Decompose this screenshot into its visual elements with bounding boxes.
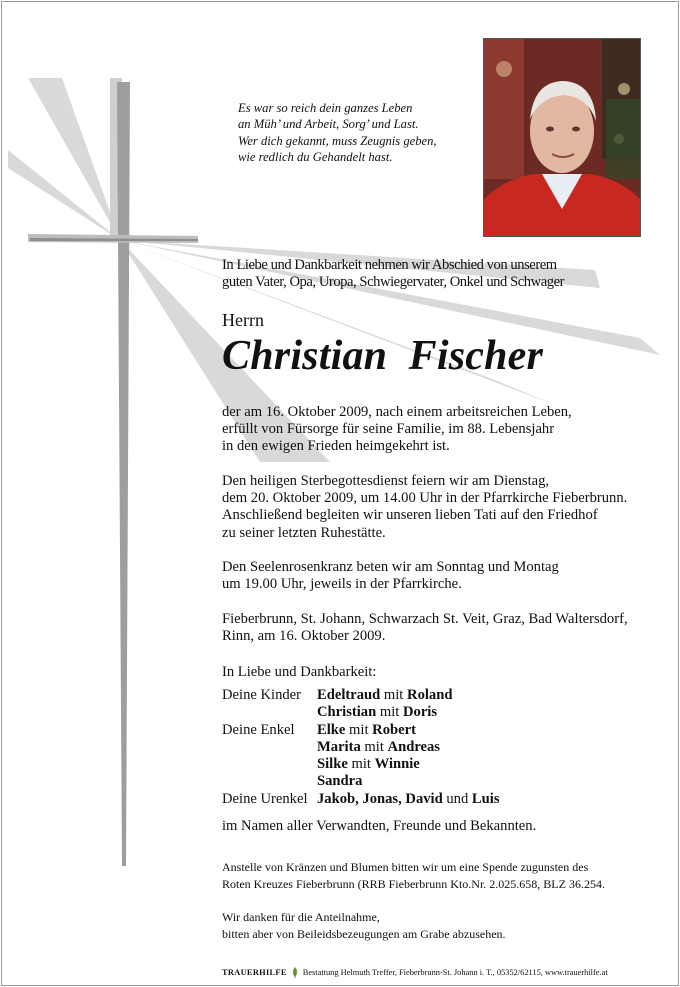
- footer: [222, 967, 608, 978]
- leaf-icon: [291, 967, 299, 978]
- grandchildren-label: Deine Enkel: [222, 721, 295, 738]
- thanks-notice: [222, 909, 506, 942]
- survivor-names: [317, 704, 437, 721]
- connector-word: mit: [364, 738, 384, 755]
- survivor-name: Doris: [402, 704, 438, 721]
- death-notice-line: der am 16. Oktober 2009, nach einem arbeitsreichen Leben,: [222, 404, 572, 420]
- survivor-row: [222, 704, 500, 721]
- survivor-name: Andreas: [387, 738, 440, 755]
- survivor-names: [317, 687, 452, 704]
- portrait-photo: [483, 38, 641, 237]
- survivor-name: Luis: [471, 790, 500, 807]
- survivor-name: Edeltraud: [317, 687, 381, 703]
- donation-line: Roten Kreuzes Fieberbrunn (RRB Fieberbrunn Kto.Nr. 2.025.658, BLZ 36.254.: [222, 876, 605, 891]
- funeral-service-line: dem 20. Oktober 2009, um 14.00 Uhr in der Pfarrkirche Fieberbrunn.: [222, 490, 628, 507]
- connector-word: mit: [383, 687, 404, 703]
- funeral-service: [222, 473, 627, 542]
- survivor-name: Elke: [317, 721, 346, 738]
- death-notice-line: in den ewigen Frieden heimgekehrt ist.: [222, 438, 450, 455]
- place-date: [222, 611, 628, 645]
- donation-notice: [222, 859, 605, 892]
- survivor-names: [317, 722, 416, 739]
- rosary-line: Den Seelenrosenkranz beten wir am Sonntag und Montag: [222, 559, 559, 575]
- rosary-line: um 19.00 Uhr, jeweils in der Pfarrkirche.: [222, 576, 462, 593]
- survivors-list: [222, 687, 500, 808]
- connector-word: mit: [379, 704, 400, 721]
- thanks-line: Wir danken für die Anteilnahme,: [222, 910, 380, 924]
- gratitude-intro: [222, 664, 376, 681]
- poem-line: an Müh’ und Arbeit, Sorg’ und Last.: [238, 117, 419, 132]
- survivor-name: Christian: [317, 704, 377, 721]
- funeral-service-line: zu seiner letzten Ruhestätte.: [222, 524, 386, 541]
- survivor-name: Sandra: [317, 773, 363, 790]
- survivor-names: [317, 756, 420, 773]
- survivor-row: [222, 687, 500, 704]
- children-label: Deine Kinder: [222, 687, 302, 703]
- poem-line: wie redlich du Gehandelt hast.: [238, 150, 393, 165]
- survivor-names: [317, 791, 500, 808]
- connector-word: mit: [349, 721, 369, 738]
- survivor-row: [222, 756, 500, 773]
- thanks-line: bitten aber von Beileidsbezeugungen am Grabe abzusehen.: [222, 926, 506, 941]
- survivor-row: [222, 773, 500, 790]
- deceased-name: Christian Fischer: [222, 333, 544, 379]
- footer-brand: TRAUERHILFE: [222, 968, 287, 977]
- donation-line: Anstelle von Kränzen und Blumen bitten wir um eine Spende zugunsten des: [222, 860, 589, 874]
- survivor-row: [222, 739, 500, 756]
- survivor-name: Jakob, Jonas, David: [317, 790, 443, 807]
- place-date-line: Fieberbrunn, St. Johann, Schwarzach St. Veit, Graz, Bad Waltersdorf,: [222, 611, 628, 627]
- relatives-text: im Namen aller Verwandten, Freunde und Bekannten.: [222, 818, 537, 834]
- poem-line: Wer dich gekannt, muss Zeugnis geben,: [238, 133, 437, 148]
- death-notice-line: erfüllt von Fürsorge für seine Familie, im 88. Lebensjahr: [222, 421, 555, 438]
- survivor-name: Silke: [317, 756, 348, 773]
- poem: [238, 100, 437, 166]
- intro-line: In Liebe und Dankbarkeit nehmen wir Abschied von unserem: [222, 257, 557, 273]
- place-date-line: Rinn, am 16. Oktober 2009.: [222, 628, 386, 645]
- funeral-service-line: Den heiligen Sterbegottesdienst feiern wir am Dienstag,: [222, 473, 550, 489]
- great-grandchildren-label: Deine Urenkel: [222, 790, 308, 807]
- poem-line: Es war so reich dein ganzes Leben: [238, 101, 413, 115]
- footer-text: Bestattung Helmuth Treffer, Fieberbrunn-St. Johann i. T., 05352/62115, www.trauerhilfe.at: [302, 968, 608, 977]
- survivor-name: Robert: [372, 721, 416, 738]
- survivor-row: [222, 722, 500, 739]
- intro-line: guten Vater, Opa, Uropa, Schwiegervater, Onkel und Schwager: [222, 274, 565, 291]
- connector-word: und: [446, 790, 469, 807]
- survivor-name: Marita: [317, 738, 361, 755]
- rosary-notice: [222, 559, 559, 593]
- survivor-names: [317, 739, 440, 756]
- connector-word: mit: [351, 756, 371, 773]
- death-notice: [222, 404, 572, 456]
- salutation: Herrn: [222, 310, 264, 330]
- survivor-names: [317, 773, 362, 790]
- gratitude-intro-text: In Liebe und Dankbarkeit:: [222, 664, 377, 680]
- survivor-row: [222, 791, 500, 808]
- funeral-service-line: Anschließend begleiten wir unseren lieben Tati auf den Friedhof: [222, 507, 598, 524]
- intro-paragraph: [222, 257, 564, 291]
- survivor-name: Roland: [407, 687, 453, 703]
- relatives-line: [222, 818, 536, 835]
- survivor-name: Winnie: [374, 756, 420, 773]
